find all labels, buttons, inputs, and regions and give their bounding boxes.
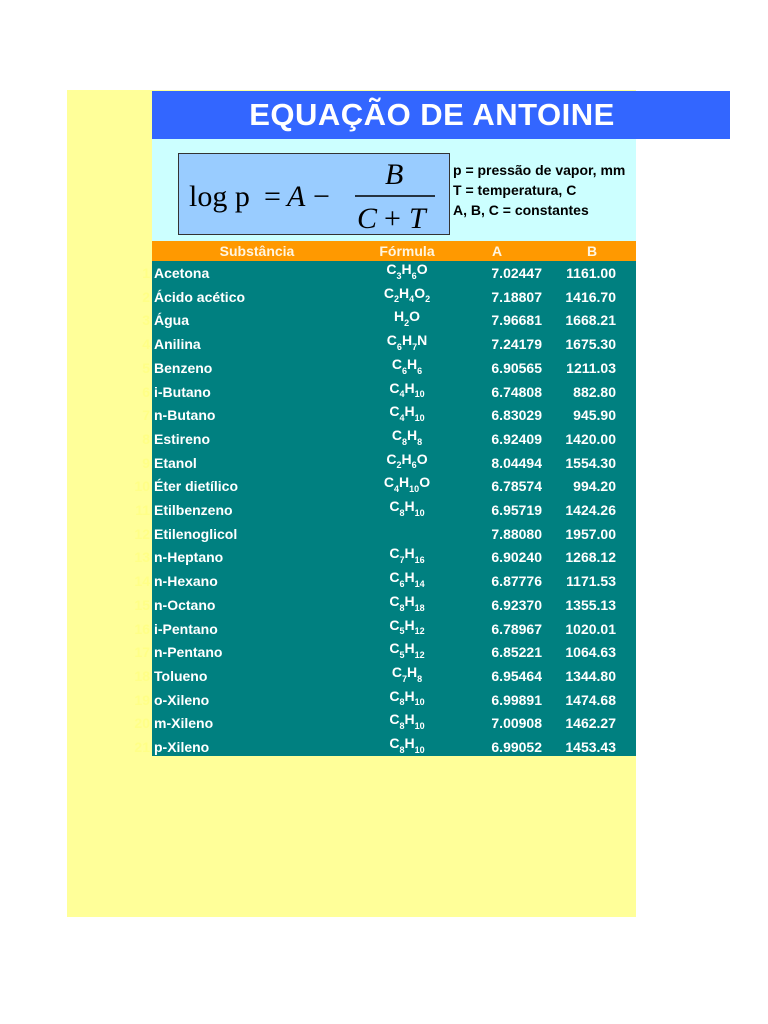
row-number: 5 <box>142 359 150 376</box>
eq-denominator-c: C <box>357 202 378 235</box>
substance-name: m-Xileno <box>154 715 214 732</box>
constant-b: 994.20 <box>573 478 616 495</box>
row-number: 14 <box>134 573 150 590</box>
substance-name: n-Octano <box>154 596 216 613</box>
table-row <box>142 308 636 332</box>
substance-name: n-Hexano <box>154 573 218 590</box>
constant-b: 1453.43 <box>565 739 616 755</box>
chemical-formula: $C_6H_6$ <box>391 355 423 376</box>
chemical-formula: $C_5H_{12}$ <box>389 640 425 660</box>
table-row <box>142 426 636 451</box>
constant-a: 6.92409 <box>491 430 542 447</box>
row-number: 9 <box>142 454 150 471</box>
constant-a: 7.00908 <box>491 715 542 732</box>
row-number: 17 <box>134 644 150 661</box>
constant-a: 6.90240 <box>491 549 542 566</box>
constant-a: 6.83029 <box>491 407 542 424</box>
table-row <box>134 474 636 498</box>
row-number: 11 <box>135 502 150 518</box>
chemical-formula: $C_4H_{10}$ <box>389 379 425 400</box>
chemical-formula: $C_2H_6O$ <box>386 450 428 471</box>
header-b: B <box>586 243 598 259</box>
row-number: 7 <box>142 407 150 424</box>
row-number: 20 <box>134 715 150 732</box>
substance-name: Benzeno <box>154 359 213 376</box>
constant-b: 1416.70 <box>565 288 616 305</box>
row-number: 19 <box>134 691 150 708</box>
chemical-formula: $C_8H_{10}$ <box>389 687 425 708</box>
constant-b: 1474.68 <box>565 691 616 708</box>
row-number: 21 <box>134 739 150 755</box>
constant-b: 1675.30 <box>565 336 616 353</box>
chemical-formula: $C_7H_8$ <box>391 663 423 684</box>
constant-b: 1211.03 <box>566 359 616 376</box>
equation-box <box>178 153 450 235</box>
chemical-formula: $C_6H_{14}$ <box>389 569 425 589</box>
table-row <box>142 284 636 309</box>
table-row <box>142 332 636 356</box>
table-row <box>142 450 636 475</box>
constant-b: 1268.12 <box>565 549 616 566</box>
row-number: 13 <box>134 549 150 566</box>
table-row <box>142 403 636 427</box>
eq-numerator: B <box>385 158 404 191</box>
constant-b: 1020.01 <box>565 620 616 637</box>
page-title: EQUAÇÃO DE ANTOINE <box>249 97 615 132</box>
table-row <box>142 379 636 404</box>
constant-b: 1344.80 <box>565 667 616 684</box>
constant-a: 6.95464 <box>491 667 542 684</box>
constant-a: 7.96681 <box>491 312 542 329</box>
variable-legend <box>453 160 625 220</box>
legend-line: A, B, C = constantes <box>453 202 589 218</box>
table-row <box>134 663 636 688</box>
row-number: 2 <box>142 288 150 305</box>
table-row <box>134 711 636 735</box>
chemical-formula: $C_8H_{10}$ <box>389 711 425 732</box>
substance-name: Etilenoglicol <box>154 525 238 542</box>
constant-a: 8.04494 <box>491 454 542 471</box>
chemical-formula: $C_8H_{10}$ <box>389 735 425 755</box>
table-row <box>142 261 636 285</box>
constant-a: 6.74808 <box>491 383 542 400</box>
constant-b: 1668.21 <box>565 312 616 329</box>
constant-b: 1957.00 <box>565 525 616 542</box>
table-body <box>134 261 636 756</box>
substance-name: o-Xileno <box>154 691 210 708</box>
chemical-formula: $C_4H_{10}$ <box>389 403 425 423</box>
table-row <box>134 545 636 569</box>
table-row <box>134 522 636 546</box>
substance-name: Água <box>154 312 189 329</box>
table-row <box>134 569 636 593</box>
substance-name: i-Pentano <box>154 620 218 637</box>
row-number: 4 <box>142 336 150 353</box>
constant-b: 882.80 <box>573 383 616 400</box>
substance-name: Etilbenzeno <box>154 502 233 518</box>
row-number: 16 <box>134 620 150 637</box>
equation-image <box>179 154 451 236</box>
row-number: 8 <box>142 430 150 447</box>
constant-a: 6.99052 <box>491 739 542 755</box>
eq-plus: + <box>384 202 401 235</box>
substance-name: Acetona <box>154 265 210 281</box>
header-substance: Substância <box>219 243 295 259</box>
legend-line: T = temperatura, C <box>453 182 577 198</box>
table-row <box>134 616 636 641</box>
chemical-formula: $C_7H_{16}$ <box>389 545 425 566</box>
eq-denominator-t: T <box>409 202 426 235</box>
substance-name: Tolueno <box>154 667 208 684</box>
substance-name: n-Heptano <box>154 549 224 566</box>
constant-b: 1064.63 <box>565 644 616 661</box>
constant-a: 6.85221 <box>491 644 542 661</box>
substance-name: Anilina <box>154 336 201 353</box>
chemical-formula: $C_5H_{12}$ <box>389 616 425 637</box>
constant-a: 6.78574 <box>491 478 542 495</box>
constant-a: 6.92370 <box>491 596 542 613</box>
constant-b: 1462.27 <box>565 715 616 732</box>
chemical-formula: $C_3H_6O$ <box>386 261 428 281</box>
constant-b: 1171.53 <box>566 573 616 590</box>
row-number: 12 <box>134 525 150 542</box>
constant-a: 6.95719 <box>491 502 542 518</box>
constant-a: 7.02447 <box>491 265 542 281</box>
substance-name: Etanol <box>154 454 197 471</box>
substance-name: p-Xileno <box>154 739 210 755</box>
constant-b: 1161.00 <box>566 265 616 281</box>
constant-b: 945.90 <box>573 407 616 424</box>
substance-name: n-Butano <box>154 407 216 424</box>
substance-name: Estireno <box>154 430 211 447</box>
header-formula: Fórmula <box>379 243 435 259</box>
substance-name: i-Butano <box>154 383 211 400</box>
eq-a: A <box>287 180 306 213</box>
substance-name: Ácido acético <box>154 288 246 305</box>
chemical-formula: $H_2O$ <box>393 308 421 329</box>
constant-a: 7.88080 <box>491 525 542 542</box>
chemical-formula: $C_2H_4O_2$ <box>383 284 431 305</box>
constant-b: 1355.13 <box>565 596 616 613</box>
eq-equals: = <box>264 180 281 213</box>
row-number: 15 <box>134 596 150 613</box>
constant-a: 6.78967 <box>491 620 542 637</box>
chemical-formula: $C_8H_8$ <box>391 426 423 447</box>
constant-b: 1420.00 <box>565 430 616 447</box>
header-a: A <box>491 243 503 259</box>
row-number: 3 <box>142 312 150 329</box>
constant-a: 7.24179 <box>491 336 542 353</box>
table-header <box>152 241 636 261</box>
constant-a: 6.87776 <box>491 573 542 590</box>
table-row <box>134 592 636 617</box>
title-banner <box>152 91 730 139</box>
substance-name: Éter dietílico <box>154 478 239 495</box>
constant-b: 1554.30 <box>565 454 616 471</box>
constant-a: 6.90565 <box>491 359 542 376</box>
table-row <box>134 735 636 759</box>
table-row <box>142 355 636 380</box>
eq-lhs: log p <box>189 180 250 213</box>
constant-a: 7.18807 <box>491 288 542 305</box>
chemical-formula: $C_8H_{10}$ <box>389 498 425 518</box>
chemical-formula: $C_8H_{18}$ <box>389 592 425 613</box>
row-number: 18 <box>134 667 150 684</box>
constant-b: 1424.26 <box>565 502 616 518</box>
table-row <box>135 498 636 522</box>
substance-name: n-Pentano <box>154 644 223 661</box>
table-row <box>134 687 636 712</box>
constant-a: 6.99891 <box>491 691 542 708</box>
row-number: 6 <box>142 383 150 400</box>
legend-line: p = pressão de vapor, mm <box>453 162 626 178</box>
row-number: 1 <box>142 265 150 281</box>
chemical-formula: $C_6H_7N$ <box>386 332 428 352</box>
eq-minus: − <box>313 180 330 213</box>
table-row <box>134 640 636 664</box>
row-number: 10 <box>134 478 150 495</box>
chemical-formula: $C_4H_{10}O$ <box>383 474 431 495</box>
